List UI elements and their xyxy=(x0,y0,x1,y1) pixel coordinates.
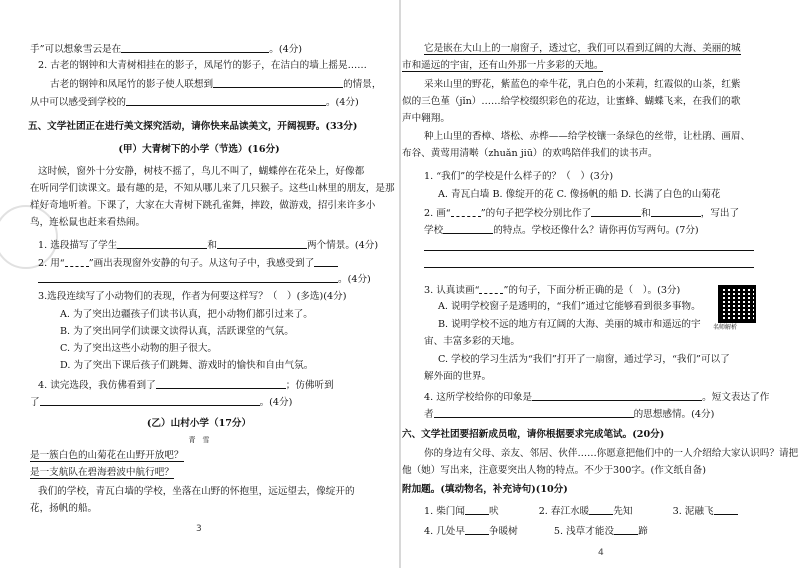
qr-code xyxy=(718,285,756,323)
paragraph-line: 这时候，窗外十分安静，树枝不摇了，鸟儿不叫了，蝴蝶停在花朵上，好像都 xyxy=(38,166,365,177)
answer-blank[interactable] xyxy=(38,272,338,283)
option-c[interactable]: C. 学校的学习生活为“我们”打开了一扇窗，通过学习，“我们”可以了 xyxy=(438,354,730,365)
poem-line: 是一支航队在碧海碧波中航行吧？ xyxy=(30,467,174,478)
question-3: 3. 认真读画“ ”的句子，下面分析正确的是（ ）。(3分) xyxy=(424,285,681,296)
bonus-row: 4. 几处早 争暖树 5. 浅草才能没 蹄 xyxy=(424,526,648,537)
line: 者 的思想感情。(4分) xyxy=(424,409,715,420)
option-b[interactable]: B. 为了突出同学们读课文读得认真，活跃课堂的气氛。 xyxy=(60,326,294,337)
poem-line: 是一簇白色的山菊花在山野开放吧？ xyxy=(30,450,184,461)
answer-blank[interactable] xyxy=(614,524,638,535)
answer-blank[interactable] xyxy=(465,524,489,535)
section-5-heading: 五、文学社团正在进行美文探究活动，请你快来品读美文，开阔视野。(33分) xyxy=(28,121,358,132)
answer-blank[interactable] xyxy=(126,95,326,106)
paragraph-line: 鸟，连松鼠也赶来看热闹。 xyxy=(30,217,146,228)
option-d[interactable]: D. 为了突出下课后孩子们跳舞、游戏时的愉快和自由气氛。 xyxy=(60,360,314,371)
author: 青 雪 xyxy=(188,436,210,444)
option-a[interactable]: A. 为了突出边疆孩子们读书认真，把小动物们都引过来了。 xyxy=(60,309,313,320)
answer-blank[interactable] xyxy=(217,238,307,249)
answer-blank[interactable] xyxy=(651,206,701,217)
question-1-options[interactable]: A. 青瓦白墙 B. 像绽开的花 C. 像扬帆的船 D. 长满了白色的山菊花 xyxy=(438,189,721,200)
answer-blank[interactable] xyxy=(532,390,702,401)
paragraph-line: 在听同学们读课文。最有趣的是，不知从哪儿来了几只猴子。这些山林里的朋友，是那 xyxy=(30,183,395,194)
option-c[interactable]: C. 为了突出这些小动物的胆子很大。 xyxy=(60,343,218,354)
answer-blank[interactable] xyxy=(314,256,338,267)
answer-blank[interactable] xyxy=(591,206,641,217)
answer-blank[interactable] xyxy=(589,504,613,515)
question-2: 2. 古老的钢钟和大青树相挂在的影子，凤尾竹的影子，在洁白的墙上摇晃…… xyxy=(38,60,367,71)
answer-blank[interactable] xyxy=(40,395,260,406)
paragraph-line: 市和遥远的宇宙，还有山外那一片多彩的天地。 xyxy=(402,60,604,71)
question-3: 3.选段连续写了小动物们的表现，作者为何要这样写？（ ）(多选)(4分) xyxy=(38,291,347,302)
line: 从中可以感受到学校的 。(4分) xyxy=(30,97,359,108)
paragraph-line: 似的三色堇（jǐn）……给学校缀织彩色的花边，让蜜蜂、蝴蝶飞来，在我们的歌 xyxy=(402,96,741,107)
line xyxy=(424,240,754,255)
line: 古老的钢钟和凤尾竹的影子使人联想到 的情景， xyxy=(50,79,382,90)
answer-blank[interactable] xyxy=(156,378,286,389)
answer-blank[interactable] xyxy=(213,77,343,88)
question-4: 4. 这所学校给你的印象是 。短文表达了作 xyxy=(424,392,770,403)
line: 手”可以想象雪云是在 。(4分) xyxy=(30,44,303,55)
line: 。(4分) xyxy=(38,272,371,287)
paragraph-line: 样好奇地听着。下课了，大家在大青树下跳孔雀舞，摔跤，做游戏，招引来许多小 xyxy=(30,200,376,211)
question-1: 1. “我们”的学校是什么样子的？（ ）(3分) xyxy=(424,171,614,182)
answer-blank[interactable] xyxy=(424,240,754,251)
page-number: 3 xyxy=(196,524,202,534)
paragraph-line: 种上山里的香樟、塔松、赤桦——给学校镶一条绿色的丝带，让杜鹃、画眉、 xyxy=(424,131,751,142)
paragraph-line: 它是嵌在大山上的一扇窗子，透过它，我们可以看到辽阔的大海、美丽的城 xyxy=(424,43,741,54)
line xyxy=(424,257,754,272)
question-2: 2. 画“ ”的句子把学校分别比作了 和 ，写出了 xyxy=(424,208,740,219)
paragraph-line: 声中翱翔。 xyxy=(402,113,450,124)
page-divider xyxy=(399,0,401,568)
answer-blank[interactable] xyxy=(714,504,738,515)
option-b-cont: 宙、丰富多彩的天地。 xyxy=(424,336,520,347)
answer-blank[interactable] xyxy=(443,223,493,234)
section-6-heading: 六、文学社团要招新成员啦，请你根据要求完成笔试。(20分) xyxy=(402,429,665,440)
qr-label: 名师解析 xyxy=(713,324,738,331)
answer-blank[interactable] xyxy=(424,257,754,268)
paragraph-line: 布谷、黄莺用清啭（zhuǎn jiū）的欢鸣陪伴我们的读书声。 xyxy=(402,148,658,159)
answer-blank[interactable] xyxy=(117,238,207,249)
answer-blank[interactable] xyxy=(465,504,489,515)
question-1: 1. 选段描写了学生 和 两个情景。(4分) xyxy=(38,240,379,251)
line: 了 。(4分) xyxy=(30,397,293,408)
answer-blank[interactable] xyxy=(121,42,269,53)
paragraph-line: 采来山里的野花，紫蓝色的牵牛花，乳白色的小茉莉，红霞似的山茶，红紫 xyxy=(424,79,741,90)
writing-prompt: 你的身边有父母、亲友、邻居、伙伴……你愿意把他们中的一人介绍给大家认识吗？请把 xyxy=(424,448,799,459)
left-page xyxy=(0,0,398,568)
question-2: 2. 用“ ”画出表现窗外安静的句子。从这句子中，我感受到了 xyxy=(38,256,338,271)
option-c-cont: 解外面的世界。 xyxy=(424,371,492,382)
paragraph-line: 我们的学校，青瓦白墙的学校，坐落在山野的怀抱里，远远望去，像绽开的 xyxy=(38,486,355,497)
bonus-heading: 附加题。(填动物名，补充诗句)(10分) xyxy=(402,484,568,495)
paragraph-line: 花，扬帆的船。 xyxy=(30,503,98,514)
option-b[interactable]: B. 说明学校不远的地方有辽阔的大海、美丽的城市和遥远的宇 xyxy=(438,319,701,330)
bonus-row: 1. 柴门闻 吠 2. 春江水暖 先知 3. 泥融飞 xyxy=(424,504,738,519)
passage-b-title: (乙）山村小学（17分） xyxy=(146,418,252,429)
page-number: 4 xyxy=(598,548,604,558)
passage-a-title: (甲）大青树下的小学（节选）(16分) xyxy=(118,144,280,155)
line: 学校 的特点。学校还像什么？请你再仿写两句。(7分) xyxy=(424,225,699,236)
question-4: 4. 读完选段，我仿佛看到了 ；仿佛听到 xyxy=(38,380,334,391)
answer-blank[interactable] xyxy=(434,407,634,418)
writing-prompt: 他（她）写出来，注意要突出人物的特点。不少于300字。(作文纸自备) xyxy=(402,465,707,476)
right-page xyxy=(402,0,800,568)
option-a[interactable]: A. 说明学校窗子是透明的，“我们”通过它能够看到很多事物。 xyxy=(438,301,701,312)
